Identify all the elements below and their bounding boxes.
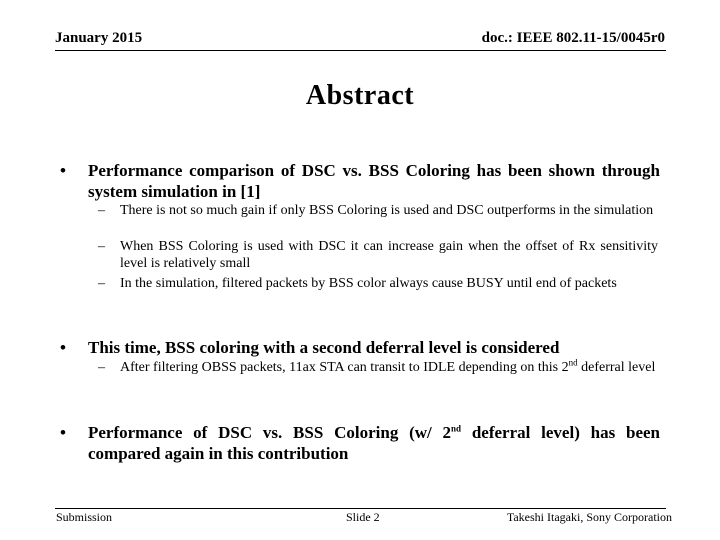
bullet-text-b: deferral level) has been compared again in this contribution	[88, 423, 660, 463]
sub-bullet-text: When BSS Coloring is used with DSC it can increase gain when the offset of Rx sensitivity level is relatively small	[120, 239, 658, 271]
sub-bullet-text-a: After filtering OBSS packets, 11ax STA can transit to IDLE depending on this 2	[120, 360, 569, 375]
header-rule	[55, 50, 666, 51]
sub-bullet-marker: –	[98, 239, 105, 254]
footer-rule	[55, 508, 666, 509]
sub-bullet-1-1	[98, 202, 658, 219]
bullet-2	[60, 337, 660, 358]
header-doc-id: doc.: IEEE 802.11-15/0045r0	[481, 30, 665, 46]
sub-bullet-marker: –	[98, 360, 105, 375]
sub-bullet-text: There is not so much gain if only BSS Coloring is used and DSC outperforms in the simulation	[120, 203, 654, 218]
slide-title: Abstract	[305, 80, 415, 111]
bullet-marker: •	[60, 161, 66, 180]
footer-slide-number: Slide 2	[346, 510, 380, 524]
bullet-1	[60, 160, 660, 202]
sub-bullet-2-1	[98, 359, 658, 376]
bullet-marker: •	[60, 338, 66, 357]
sub-bullet-1-3	[98, 275, 658, 292]
header-date: January 2015	[55, 30, 143, 46]
sub-bullet-marker: –	[98, 276, 105, 291]
bullet-text: Performance comparison of DSC vs. BSS Coloring has been shown through system simulation in [1]	[88, 161, 660, 201]
bullet-text	[88, 422, 660, 464]
bullet-marker: •	[60, 423, 66, 442]
footer-author: Takeshi Itagaki, Sony Corporation	[506, 510, 672, 524]
bullet-text: This time, BSS coloring with a second deferral level is considered	[88, 338, 560, 357]
sub-bullet-1-2	[98, 238, 658, 272]
bullet-text-a: Performance of DSC vs. BSS Coloring (w/ 2	[88, 423, 452, 442]
superscript-nd: nd	[568, 357, 578, 368]
sub-bullet-marker: –	[98, 203, 105, 218]
sub-bullet-text	[120, 359, 658, 376]
superscript-nd: nd	[451, 423, 462, 434]
sub-bullet-text: In the simulation, filtered packets by BSS color always cause BUSY until end of packets	[120, 276, 617, 291]
sub-bullet-text-b: deferral level	[577, 360, 656, 375]
footer-submission: Submission	[56, 510, 113, 524]
bullet-3	[60, 422, 660, 464]
